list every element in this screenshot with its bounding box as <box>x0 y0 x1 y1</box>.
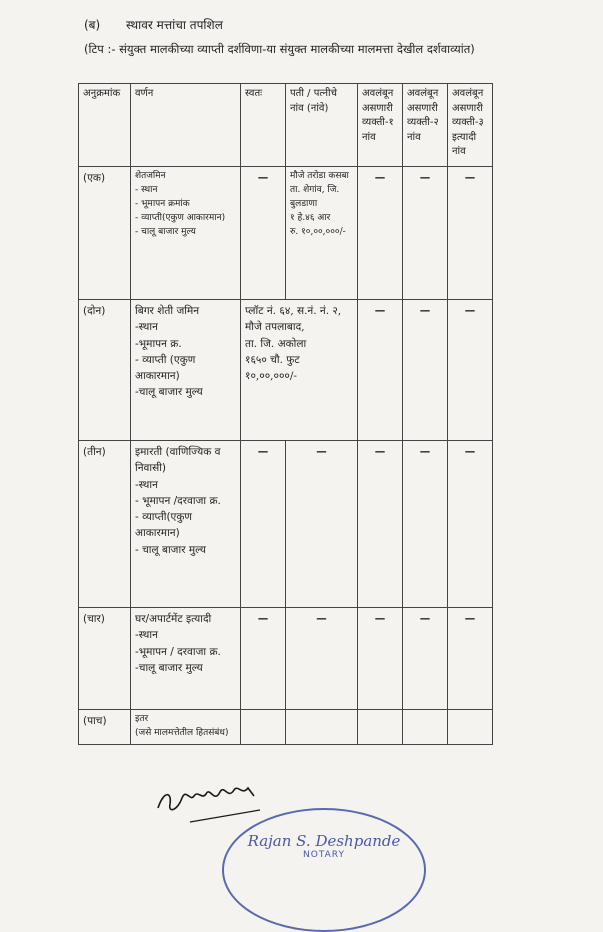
row-self: — <box>241 608 286 710</box>
row-description <box>131 441 241 608</box>
self-line: १६५० चौ. फुट <box>245 353 300 366</box>
header-dependent-2: अवलंबून असणारी व्यक्ती-२ नांव <box>403 84 448 167</box>
row-description <box>131 608 241 710</box>
description-item: -स्थान <box>135 629 158 642</box>
description-item: -भूमापन क्र. <box>135 337 182 350</box>
description-title: बिगर शेती जमिन <box>135 305 200 317</box>
row-dependent-1: — <box>358 167 403 300</box>
section-heading <box>84 16 223 33</box>
self-line: १०,००,०००/- <box>245 370 297 383</box>
row-serial: (दोन) <box>79 300 131 441</box>
row-dependent-3: — <box>448 167 493 300</box>
row-dependent-2 <box>403 710 448 745</box>
header-dependent-3: अवलंबून असणारी व्यक्ती-३ इत्यादी नांव <box>448 84 493 167</box>
row-serial: (तीन) <box>79 441 131 608</box>
row-serial: (पाच) <box>79 710 131 745</box>
description-item: - भूमापन क्रमांक <box>135 198 190 209</box>
row-dependent-3: — <box>448 608 493 710</box>
header-spouse: पती / पत्नीचे नांव (नांवे) <box>286 84 358 167</box>
row-self-spouse <box>241 300 358 441</box>
row-dependent-3: — <box>448 441 493 608</box>
table-row <box>79 300 493 441</box>
table-row <box>79 608 493 710</box>
description-item: - भूमापन /दरवाजा क्र. <box>135 494 221 507</box>
row-dependent-1: — <box>358 441 403 608</box>
description-item: - चालू बाजार मुल्य <box>135 226 196 237</box>
description-item: -स्थान <box>135 321 158 334</box>
section-number: (ब) <box>84 18 101 32</box>
description-item: -स्थान <box>135 478 158 491</box>
row-spouse: — <box>286 608 358 710</box>
row-serial: (एक) <box>79 167 131 300</box>
header-dependent-1: अवलंबून असणारी व्यक्ती-१ नांव <box>358 84 403 167</box>
description-title: घर/अपार्टमेंट इत्यादी <box>135 613 212 625</box>
description-item: -चालू बाजार मुल्य <box>135 386 203 399</box>
description-title: इमारती (वाणिज्यिक व निवासी) <box>135 446 221 475</box>
row-spouse: — <box>286 441 358 608</box>
description-item: (जसे मालमत्तेतील हितसंबंध) <box>135 727 229 738</box>
row-description <box>131 300 241 441</box>
header-description: वर्णन <box>131 84 241 167</box>
table-row <box>79 167 493 300</box>
self-line: ता. जि. अकोला <box>245 337 307 350</box>
description-item: -चालू बाजार मुल्य <box>135 661 203 674</box>
row-dependent-2: — <box>403 167 448 300</box>
description-title: शेतजमिन <box>135 171 166 181</box>
description-item: - चालू बाजार मुल्य <box>135 543 206 556</box>
stamp-role: NOTARY <box>303 850 345 860</box>
self-line: मौजे तपलाबाद, <box>245 321 305 334</box>
row-description <box>131 710 241 745</box>
row-dependent-1 <box>358 710 403 745</box>
table-row <box>79 441 493 608</box>
row-dependent-3 <box>448 710 493 745</box>
description-item: - व्याप्ती(एकुण आकारमान) <box>135 511 193 540</box>
row-self <box>241 710 286 745</box>
description-item: - व्याप्ती(एकुण आकारमान) <box>135 212 226 223</box>
spouse-line: १ हे.४६ आर <box>290 212 331 223</box>
description-item: - स्थान <box>135 184 158 195</box>
description-title: इतर <box>135 714 149 724</box>
self-line: प्लॉट नं. ६४, स.नं. नं. २, <box>245 305 342 317</box>
row-spouse <box>286 167 358 300</box>
description-item: - व्याप्ती (एकुण आकारमान) <box>135 353 196 383</box>
header-self: स्वतः <box>241 84 286 167</box>
row-self: — <box>241 441 286 608</box>
notary-stamp <box>222 808 426 932</box>
row-spouse <box>286 710 358 745</box>
row-dependent-1: — <box>358 300 403 441</box>
immovable-assets-table <box>78 83 493 745</box>
table-header-row <box>79 84 493 167</box>
row-self: — <box>241 167 286 300</box>
row-serial: (चार) <box>79 608 131 710</box>
row-description <box>131 167 241 300</box>
row-dependent-1: — <box>358 608 403 710</box>
row-dependent-3: — <box>448 300 493 441</box>
spouse-line: ता. शेगांव, जि. बुलडाणा <box>290 184 340 209</box>
stamp-name: Rajan S. Deshpande <box>247 832 401 850</box>
section-title: स्थावर मत्तांचा तपशिल <box>126 18 223 32</box>
row-dependent-2: — <box>403 300 448 441</box>
row-dependent-2: — <box>403 608 448 710</box>
section-note: (टिप :- संयुक्त मालकीच्या व्याप्ती दर्शविणा-या संयुक्त मालकीच्या मालमत्ता देखील दर्शवाव्यांत) <box>84 42 475 56</box>
row-dependent-2: — <box>403 441 448 608</box>
signature <box>150 770 270 830</box>
spouse-line: मौजे तरोडा कसबा <box>290 171 349 181</box>
spouse-line: रु. १०,००,०००/- <box>290 226 346 237</box>
description-item: -भूमापन / दरवाजा क्र. <box>135 645 221 658</box>
header-serial: अनुक्रमांक <box>79 84 131 167</box>
table-row <box>79 710 493 745</box>
